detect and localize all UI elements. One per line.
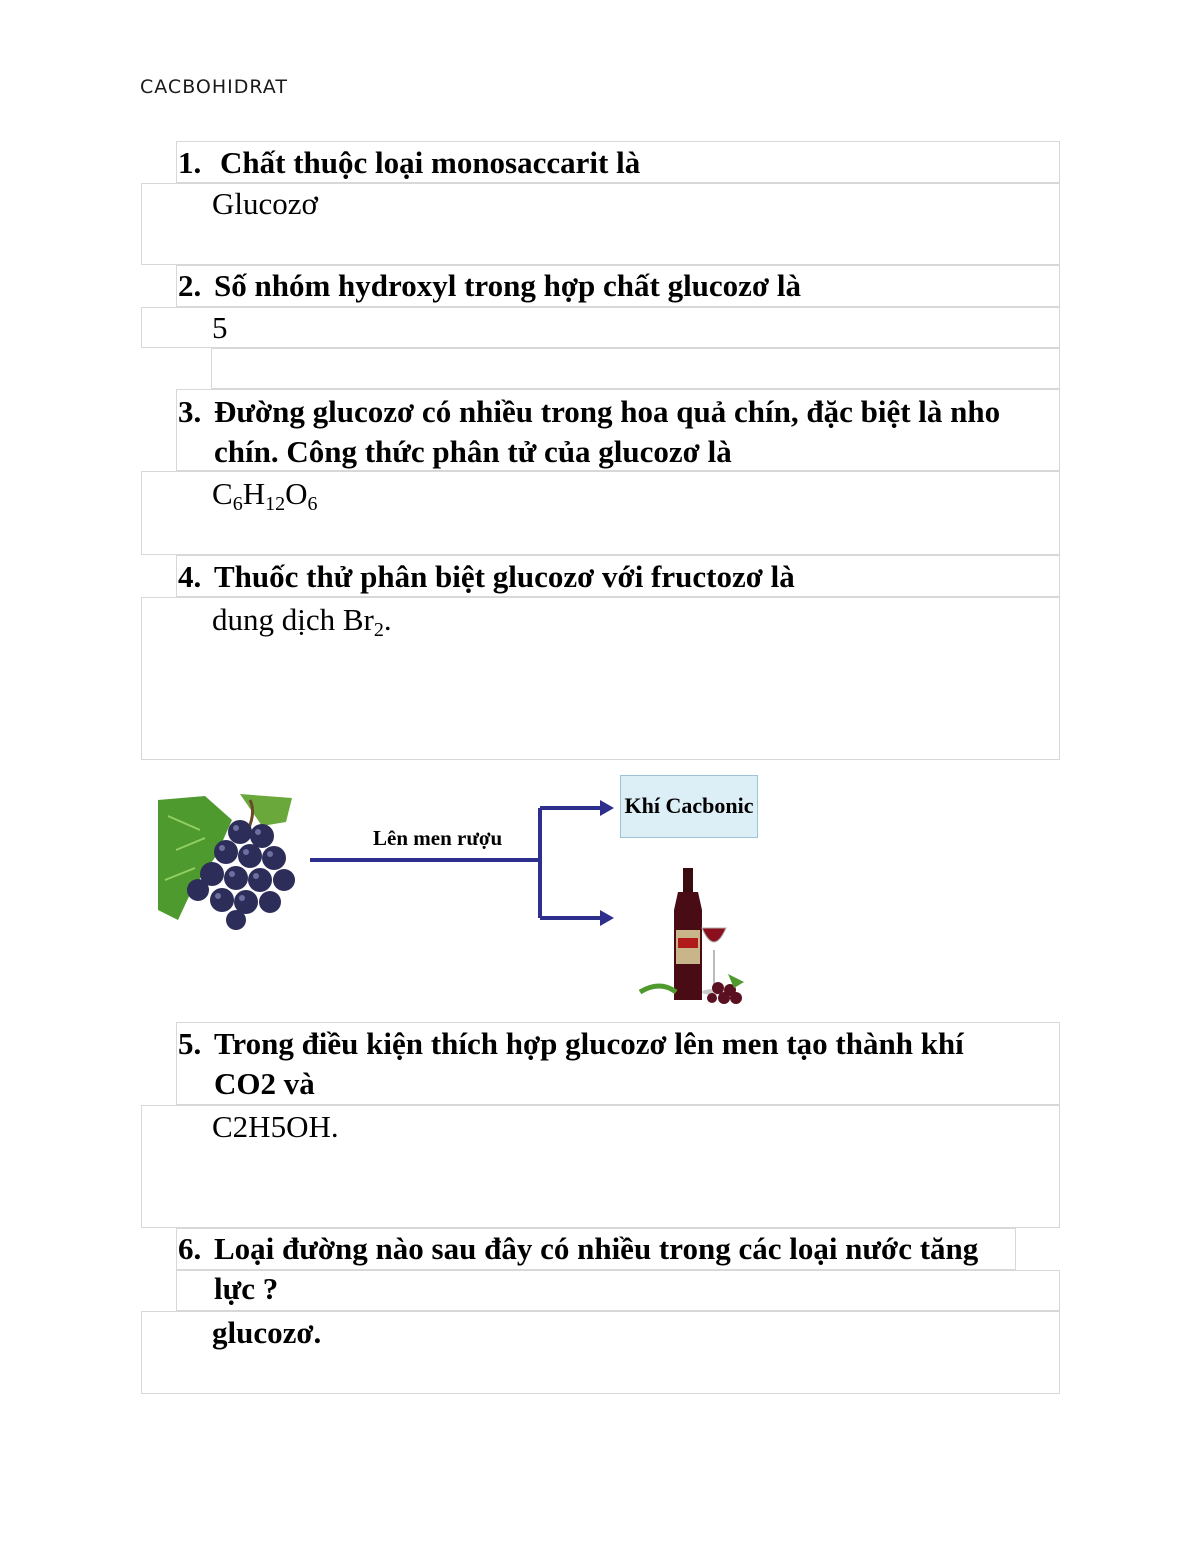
question-text: Trong điều kiện thích hợp glucozơ lên men tạo thành khí CO2 và	[214, 1026, 964, 1101]
question-number: 3.	[178, 394, 202, 429]
question-text: Đường glucozơ có nhiều trong hoa quả chín, đặc biệt là nho chín. Công thức phân tử của glucozơ là	[214, 394, 1001, 469]
answer-6: glucozơ.	[212, 1315, 322, 1350]
fermentation-arrows	[310, 808, 602, 918]
grapes-image	[153, 790, 300, 930]
formula-c-sub: 6	[232, 493, 243, 515]
answer-main: dung dịch Br	[212, 602, 374, 637]
question-number: 1.	[178, 145, 202, 180]
answer-1: Glucozơ	[212, 186, 318, 221]
wine-image	[626, 848, 750, 1006]
question-number: 5.	[178, 1026, 202, 1061]
formula-o-sub: 6	[307, 493, 318, 515]
document-title: CACBOHIDRAT	[140, 76, 288, 98]
question-text: Số nhóm hydroxyl trong hợp chất glucozơ là	[214, 268, 801, 303]
spacer-box-2	[211, 348, 1060, 389]
formula-h-sub: 12	[265, 493, 286, 515]
formula-c: C	[212, 476, 233, 511]
formula-h: H	[242, 476, 266, 511]
arrow-head-bottom	[600, 910, 614, 926]
arrow-head-top	[600, 800, 614, 816]
answer-5: C2H5OH.	[212, 1109, 339, 1144]
answer-box-2	[141, 307, 1060, 348]
question-text: Thuốc thử phân biệt glucozơ với fructozơ là	[214, 559, 795, 594]
answer-end: .	[383, 602, 392, 637]
answer-4	[212, 600, 392, 640]
question-number: 2.	[178, 268, 202, 303]
answer-sub: 2	[373, 619, 384, 641]
answer-3	[212, 474, 317, 514]
question-number: 4.	[178, 559, 202, 594]
question-text: Loại đường nào sau đây có nhiều trong các loại nước tăng lực ?	[214, 1231, 979, 1306]
question-text: Chất thuộc loại monosaccarit là	[220, 145, 641, 180]
fermentation-diagram	[0, 760, 1200, 1020]
question-number: 6.	[178, 1231, 202, 1266]
answer-2: 5	[212, 310, 228, 345]
process-label: Lên men rượu	[373, 826, 503, 850]
gas-product-box: Khí Cacbonic	[620, 775, 758, 838]
formula-o: O	[285, 476, 308, 511]
